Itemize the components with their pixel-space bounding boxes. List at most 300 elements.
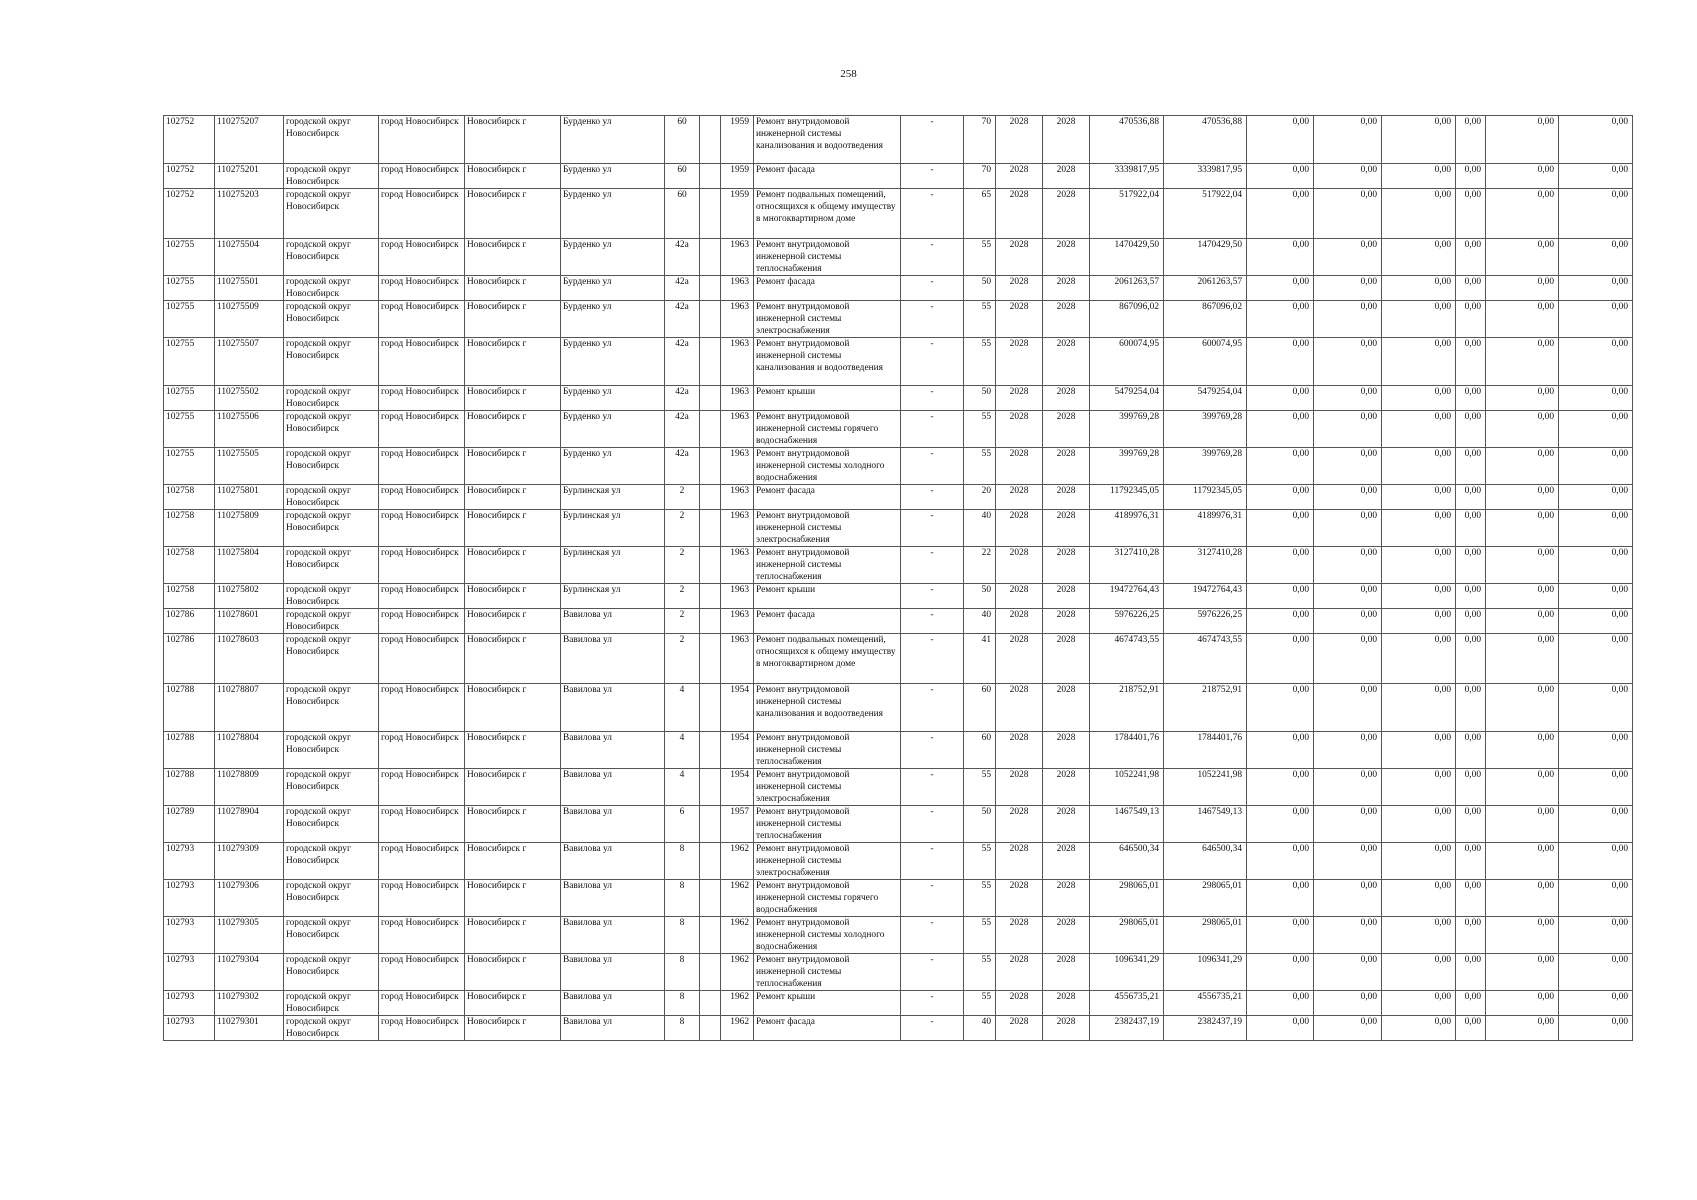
cell-year-to: 2028 [1043,510,1090,547]
cell-year-from: 2028 [996,609,1043,634]
cell-wear: 55 [964,991,996,1016]
cell-cost-b: 0,00 [1314,411,1382,448]
cell-work-id: 110275502 [215,386,284,411]
table-row [164,164,1633,189]
cell-district: городской округ Новосибирск [284,769,379,806]
cell-cost-fund: 4189976,31 [1164,510,1247,547]
cell-cost-f: 0,00 [1559,684,1633,732]
cell-cost-c: 0,00 [1382,411,1456,448]
cell-dash: - [901,954,964,991]
cell-year-from: 2028 [996,485,1043,510]
cell-cost-b: 0,00 [1314,917,1382,954]
cell-year-to: 2028 [1043,448,1090,485]
cell-year-built: 1963 [721,485,754,510]
cell-building [700,634,721,684]
cell-cost-fund: 1784401,76 [1164,732,1247,769]
cell-cost-c: 0,00 [1382,1016,1456,1041]
cell-city: Новосибирск г [465,485,561,510]
cell-city: Новосибирск г [465,880,561,917]
cell-house: 2 [665,547,700,584]
cell-house: 4 [665,732,700,769]
cell-cost-e: 0,00 [1486,917,1559,954]
cell-cost-d: 0,00 [1456,917,1486,954]
cell-building [700,917,721,954]
cell-year-built: 1962 [721,880,754,917]
cell-cost-d: 0,00 [1456,485,1486,510]
cell-year-built: 1954 [721,732,754,769]
cell-cost-c: 0,00 [1382,189,1456,239]
cell-cost-d: 0,00 [1456,164,1486,189]
cell-house: 60 [665,164,700,189]
cell-object-id: 102758 [164,547,215,584]
cell-cost-fund: 3127410,28 [1164,547,1247,584]
cell-work-type: Ремонт фасада [754,276,901,301]
cell-year-to: 2028 [1043,634,1090,684]
cell-cost-total: 298065,01 [1090,880,1164,917]
cell-wear: 40 [964,1016,996,1041]
cell-cost-d: 0,00 [1456,338,1486,386]
cell-cost-f: 0,00 [1559,411,1633,448]
cell-work-type: Ремонт внутридомовой инженерной системы теплоснабжения [754,239,901,276]
cell-street: Бурлинская ул [561,547,665,584]
cell-house: 8 [665,954,700,991]
cell-dash: - [901,239,964,276]
cell-cost-total: 4189976,31 [1090,510,1164,547]
cell-building [700,880,721,917]
cell-cost-fund: 11792345,05 [1164,485,1247,510]
cell-year-to: 2028 [1043,411,1090,448]
cell-year-to: 2028 [1043,547,1090,584]
cell-building [700,276,721,301]
cell-cost-a: 0,00 [1247,806,1314,843]
cell-cost-a: 0,00 [1247,880,1314,917]
cell-year-to: 2028 [1043,843,1090,880]
cell-dash: - [901,609,964,634]
cell-cost-a: 0,00 [1247,338,1314,386]
cell-street: Бурденко ул [561,116,665,164]
table-row [164,189,1633,239]
cell-work-id: 110279302 [215,991,284,1016]
cell-cost-fund: 399769,28 [1164,411,1247,448]
cell-cost-fund: 19472764,43 [1164,584,1247,609]
cell-house: 42а [665,411,700,448]
cell-cost-a: 0,00 [1247,116,1314,164]
table-row [164,684,1633,732]
cell-year-from: 2028 [996,769,1043,806]
table-row [164,843,1633,880]
cell-settlement: город Новосибирск [379,510,465,547]
cell-cost-d: 0,00 [1456,276,1486,301]
cell-work-type: Ремонт внутридомовой инженерной системы теплоснабжения [754,954,901,991]
cell-cost-c: 0,00 [1382,991,1456,1016]
cell-cost-c: 0,00 [1382,239,1456,276]
cell-cost-fund: 2061263,57 [1164,276,1247,301]
cell-cost-e: 0,00 [1486,276,1559,301]
cell-cost-d: 0,00 [1456,584,1486,609]
cell-cost-b: 0,00 [1314,843,1382,880]
cell-year-from: 2028 [996,189,1043,239]
cell-year-from: 2028 [996,1016,1043,1041]
cell-work-type: Ремонт фасада [754,164,901,189]
cell-house: 42а [665,276,700,301]
cell-cost-total: 19472764,43 [1090,584,1164,609]
cell-cost-b: 0,00 [1314,301,1382,338]
cell-work-id: 110278807 [215,684,284,732]
cell-dash: - [901,843,964,880]
cell-cost-fund: 399769,28 [1164,448,1247,485]
cell-work-type: Ремонт внутридомовой инженерной системы теплоснабжения [754,547,901,584]
cell-cost-f: 0,00 [1559,954,1633,991]
cell-building [700,547,721,584]
cell-street: Бурлинская ул [561,510,665,547]
cell-cost-f: 0,00 [1559,448,1633,485]
cell-cost-d: 0,00 [1456,189,1486,239]
cell-wear: 55 [964,239,996,276]
cell-district: городской округ Новосибирск [284,954,379,991]
cell-street: Вавилова ул [561,732,665,769]
cell-city: Новосибирск г [465,769,561,806]
cell-cost-total: 1052241,98 [1090,769,1164,806]
cell-cost-total: 470536,88 [1090,116,1164,164]
table-row [164,338,1633,386]
table-row [164,584,1633,609]
cell-cost-total: 1096341,29 [1090,954,1164,991]
cell-dash: - [901,684,964,732]
cell-building [700,116,721,164]
table-row [164,991,1633,1016]
cell-year-built: 1962 [721,1016,754,1041]
cell-district: городской округ Новосибирск [284,485,379,510]
cell-work-type: Ремонт внутридомовой инженерной системы холодного водоснабжения [754,448,901,485]
cell-cost-b: 0,00 [1314,954,1382,991]
cell-cost-c: 0,00 [1382,276,1456,301]
cell-cost-total: 3339817,95 [1090,164,1164,189]
cell-year-built: 1963 [721,411,754,448]
cell-cost-a: 0,00 [1247,917,1314,954]
cell-cost-c: 0,00 [1382,954,1456,991]
cell-cost-total: 4556735,21 [1090,991,1164,1016]
cell-dash: - [901,917,964,954]
cell-cost-f: 0,00 [1559,338,1633,386]
cell-year-from: 2028 [996,684,1043,732]
cell-object-id: 102793 [164,1016,215,1041]
cell-work-type: Ремонт крыши [754,584,901,609]
cell-cost-d: 0,00 [1456,991,1486,1016]
cell-work-type: Ремонт фасада [754,1016,901,1041]
cell-cost-e: 0,00 [1486,164,1559,189]
cell-cost-c: 0,00 [1382,584,1456,609]
cell-building [700,411,721,448]
cell-cost-fund: 4556735,21 [1164,991,1247,1016]
cell-dash: - [901,485,964,510]
cell-cost-c: 0,00 [1382,338,1456,386]
cell-cost-c: 0,00 [1382,732,1456,769]
cell-street: Бурденко ул [561,448,665,485]
cell-work-type: Ремонт фасада [754,485,901,510]
cell-cost-f: 0,00 [1559,485,1633,510]
cell-year-built: 1963 [721,510,754,547]
cell-dash: - [901,164,964,189]
cell-cost-f: 0,00 [1559,189,1633,239]
cell-building [700,1016,721,1041]
cell-object-id: 102786 [164,634,215,684]
cell-cost-e: 0,00 [1486,239,1559,276]
cell-cost-f: 0,00 [1559,769,1633,806]
cell-cost-a: 0,00 [1247,634,1314,684]
cell-cost-d: 0,00 [1456,843,1486,880]
cell-cost-a: 0,00 [1247,510,1314,547]
cell-year-built: 1963 [721,547,754,584]
cell-wear: 22 [964,547,996,584]
cell-house: 6 [665,806,700,843]
cell-district: городской округ Новосибирск [284,547,379,584]
cell-house: 2 [665,609,700,634]
cell-year-built: 1963 [721,584,754,609]
cell-cost-d: 0,00 [1456,954,1486,991]
cell-house: 8 [665,880,700,917]
cell-dash: - [901,338,964,386]
cell-cost-a: 0,00 [1247,954,1314,991]
cell-cost-e: 0,00 [1486,634,1559,684]
cell-year-from: 2028 [996,239,1043,276]
cell-house: 60 [665,116,700,164]
cell-cost-e: 0,00 [1486,732,1559,769]
cell-year-built: 1963 [721,301,754,338]
cell-year-from: 2028 [996,386,1043,411]
cell-city: Новосибирск г [465,991,561,1016]
cell-object-id: 102755 [164,301,215,338]
cell-cost-d: 0,00 [1456,609,1486,634]
cell-year-from: 2028 [996,843,1043,880]
cell-building [700,732,721,769]
cell-wear: 55 [964,954,996,991]
cell-year-to: 2028 [1043,189,1090,239]
cell-cost-total: 1470429,50 [1090,239,1164,276]
cell-year-to: 2028 [1043,584,1090,609]
cell-object-id: 102788 [164,684,215,732]
cell-cost-f: 0,00 [1559,1016,1633,1041]
cell-work-type: Ремонт внутридомовой инженерной системы теплоснабжения [754,732,901,769]
cell-year-from: 2028 [996,954,1043,991]
cell-settlement: город Новосибирск [379,769,465,806]
cell-year-built: 1963 [721,338,754,386]
cell-district: городской округ Новосибирск [284,684,379,732]
cell-street: Бурденко ул [561,189,665,239]
cell-district: городской округ Новосибирск [284,1016,379,1041]
cell-work-id: 110278603 [215,634,284,684]
cell-year-to: 2028 [1043,991,1090,1016]
cell-wear: 70 [964,164,996,189]
cell-building [700,510,721,547]
cell-wear: 50 [964,806,996,843]
cell-cost-d: 0,00 [1456,547,1486,584]
cell-wear: 50 [964,276,996,301]
cell-cost-a: 0,00 [1247,276,1314,301]
cell-year-from: 2028 [996,634,1043,684]
cell-wear: 70 [964,116,996,164]
cell-cost-total: 1784401,76 [1090,732,1164,769]
cell-building [700,485,721,510]
cell-house: 2 [665,584,700,609]
table-row [164,448,1633,485]
table-row [164,116,1633,164]
cell-cost-f: 0,00 [1559,164,1633,189]
cell-work-id: 110275201 [215,164,284,189]
table-row [164,485,1633,510]
cell-cost-total: 399769,28 [1090,448,1164,485]
cell-cost-fund: 646500,34 [1164,843,1247,880]
cell-cost-b: 0,00 [1314,485,1382,510]
cell-year-built: 1962 [721,954,754,991]
cell-street: Вавилова ул [561,684,665,732]
cell-year-built: 1963 [721,448,754,485]
cell-wear: 50 [964,584,996,609]
cell-city: Новосибирск г [465,732,561,769]
cell-cost-b: 0,00 [1314,609,1382,634]
cell-cost-f: 0,00 [1559,806,1633,843]
cell-cost-fund: 1052241,98 [1164,769,1247,806]
cell-district: городской округ Новосибирск [284,386,379,411]
cell-cost-c: 0,00 [1382,547,1456,584]
cell-cost-d: 0,00 [1456,732,1486,769]
cell-cost-e: 0,00 [1486,116,1559,164]
cell-settlement: город Новосибирск [379,485,465,510]
cell-wear: 55 [964,301,996,338]
cell-cost-f: 0,00 [1559,301,1633,338]
cell-year-from: 2028 [996,732,1043,769]
cell-object-id: 102793 [164,991,215,1016]
cell-wear: 55 [964,448,996,485]
cell-work-type: Ремонт внутридомовой инженерной системы электроснабжения [754,843,901,880]
cell-cost-a: 0,00 [1247,584,1314,609]
cell-wear: 60 [964,732,996,769]
cell-year-from: 2028 [996,806,1043,843]
cell-year-built: 1963 [721,239,754,276]
cell-street: Вавилова ул [561,769,665,806]
cell-city: Новосибирск г [465,510,561,547]
cell-year-built: 1959 [721,189,754,239]
cell-work-id: 110275504 [215,239,284,276]
cell-cost-a: 0,00 [1247,843,1314,880]
table-row [164,769,1633,806]
cell-year-to: 2028 [1043,684,1090,732]
cell-object-id: 102755 [164,386,215,411]
cell-house: 60 [665,189,700,239]
cell-city: Новосибирск г [465,547,561,584]
cell-district: городской округ Новосибирск [284,411,379,448]
cell-cost-f: 0,00 [1559,732,1633,769]
cell-work-type: Ремонт крыши [754,991,901,1016]
cell-building [700,189,721,239]
cell-dash: - [901,510,964,547]
cell-year-to: 2028 [1043,338,1090,386]
cell-settlement: город Новосибирск [379,239,465,276]
cell-year-from: 2028 [996,164,1043,189]
cell-cost-total: 867096,02 [1090,301,1164,338]
cell-work-type: Ремонт внутридомовой инженерной системы горячего водоснабжения [754,411,901,448]
cell-cost-b: 0,00 [1314,386,1382,411]
cell-cost-f: 0,00 [1559,510,1633,547]
cell-cost-d: 0,00 [1456,301,1486,338]
cell-settlement: город Новосибирск [379,338,465,386]
cell-district: городской округ Новосибирск [284,164,379,189]
cell-object-id: 102755 [164,448,215,485]
cell-year-to: 2028 [1043,239,1090,276]
cell-street: Бурденко ул [561,301,665,338]
cell-work-id: 110279309 [215,843,284,880]
cell-cost-total: 1467549,13 [1090,806,1164,843]
cell-year-built: 1962 [721,991,754,1016]
cell-object-id: 102788 [164,732,215,769]
cell-cost-e: 0,00 [1486,684,1559,732]
cell-house: 2 [665,634,700,684]
cell-wear: 65 [964,189,996,239]
cell-house: 42а [665,386,700,411]
cell-year-to: 2028 [1043,485,1090,510]
cell-cost-e: 0,00 [1486,189,1559,239]
table-row [164,276,1633,301]
cell-cost-fund: 2382437,19 [1164,1016,1247,1041]
cell-year-from: 2028 [996,547,1043,584]
cell-cost-b: 0,00 [1314,189,1382,239]
cell-city: Новосибирск г [465,239,561,276]
cell-year-from: 2028 [996,584,1043,609]
cell-cost-c: 0,00 [1382,806,1456,843]
cell-dash: - [901,116,964,164]
cell-object-id: 102793 [164,843,215,880]
cell-building [700,164,721,189]
cell-district: городской округ Новосибирск [284,189,379,239]
cell-cost-a: 0,00 [1247,411,1314,448]
cell-year-to: 2028 [1043,386,1090,411]
cell-settlement: город Новосибирск [379,411,465,448]
cell-district: городской округ Новосибирск [284,116,379,164]
table-row [164,1016,1633,1041]
cell-year-from: 2028 [996,301,1043,338]
cell-street: Вавилова ул [561,954,665,991]
cell-year-built: 1959 [721,116,754,164]
cell-cost-total: 298065,01 [1090,917,1164,954]
cell-cost-e: 0,00 [1486,609,1559,634]
cell-cost-e: 0,00 [1486,386,1559,411]
cell-building [700,338,721,386]
cell-cost-d: 0,00 [1456,684,1486,732]
cell-dash: - [901,301,964,338]
cell-district: городской округ Новосибирск [284,301,379,338]
cell-year-to: 2028 [1043,276,1090,301]
cell-cost-c: 0,00 [1382,769,1456,806]
cell-year-from: 2028 [996,448,1043,485]
table-row [164,806,1633,843]
cell-year-from: 2028 [996,917,1043,954]
cell-work-id: 110279305 [215,917,284,954]
cell-year-from: 2028 [996,880,1043,917]
cell-cost-c: 0,00 [1382,684,1456,732]
cell-district: городской округ Новосибирск [284,917,379,954]
cell-year-from: 2028 [996,116,1043,164]
cell-cost-f: 0,00 [1559,991,1633,1016]
cell-work-type: Ремонт внутридомовой инженерной системы теплоснабжения [754,806,901,843]
cell-wear: 55 [964,769,996,806]
cell-work-id: 110275804 [215,547,284,584]
cell-wear: 40 [964,510,996,547]
cell-cost-e: 0,00 [1486,991,1559,1016]
cell-wear: 60 [964,684,996,732]
cell-cost-fund: 218752,91 [1164,684,1247,732]
cell-cost-f: 0,00 [1559,116,1633,164]
cell-work-id: 110279306 [215,880,284,917]
cell-settlement: город Новосибирск [379,189,465,239]
